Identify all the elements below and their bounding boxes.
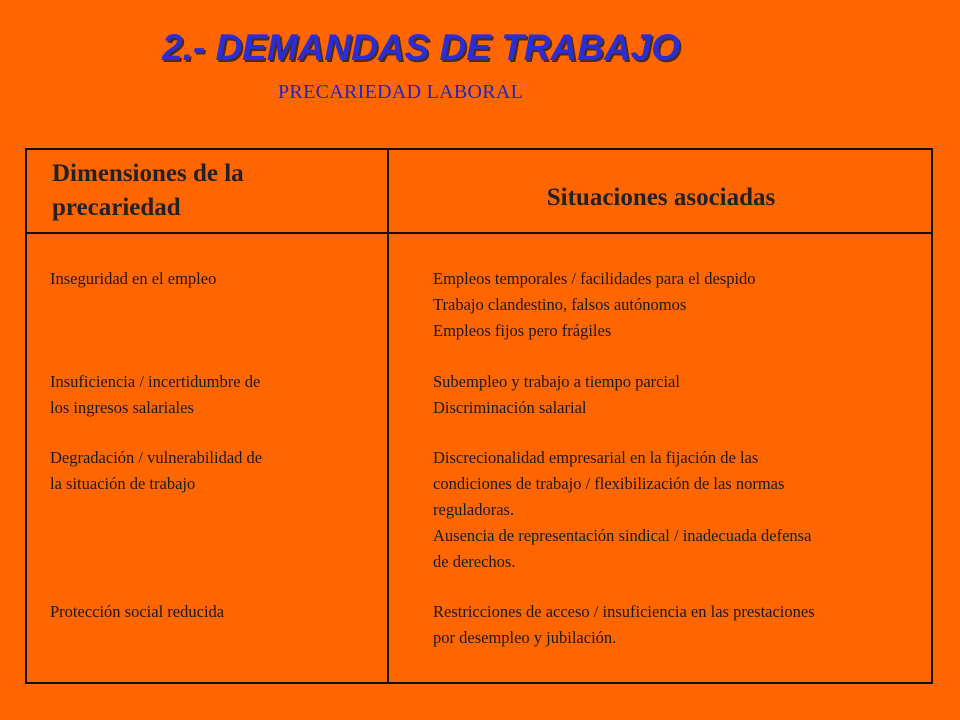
row-3-dimension: Degradación / vulnerabilidad de la situación de trabajo	[50, 448, 263, 493]
table-header-dimensiones: Dimensiones de la precariedad	[52, 160, 244, 221]
slide-title: 2.- DEMANDAS DE TRABAJO	[162, 27, 681, 68]
row-4-situations: Restricciones de acceso / insuficiencia en las prestaciones por desempleo y jubilación.	[433, 602, 815, 647]
row-2-dimension: Insuficiencia / incertidumbre de los ingresos salariales	[50, 372, 261, 417]
row-1-dimension: Inseguridad en el empleo	[50, 269, 217, 288]
row-1-situations: Empleos temporales / facilidades para el despido Trabajo clandestino, falsos autónomos Empleos fijos pero frágiles	[433, 269, 756, 340]
row-4-dimension: Protección social reducida	[50, 602, 225, 621]
slide-subtitle: PRECARIEDAD LABORAL	[278, 81, 524, 103]
column-divider	[387, 148, 389, 684]
table-header-situaciones: Situaciones asociadas	[546, 184, 776, 211]
header-divider	[25, 232, 933, 234]
row-3-situations: Discrecionalidad empresarial en la fijación de las condiciones de trabajo / flexibilización de las normas reguladoras. Ausencia de representación sindical / inadecuada defensa de derechos.	[433, 448, 812, 571]
row-2-situations: Subempleo y trabajo a tiempo parcial Discriminación salarial	[433, 372, 680, 417]
